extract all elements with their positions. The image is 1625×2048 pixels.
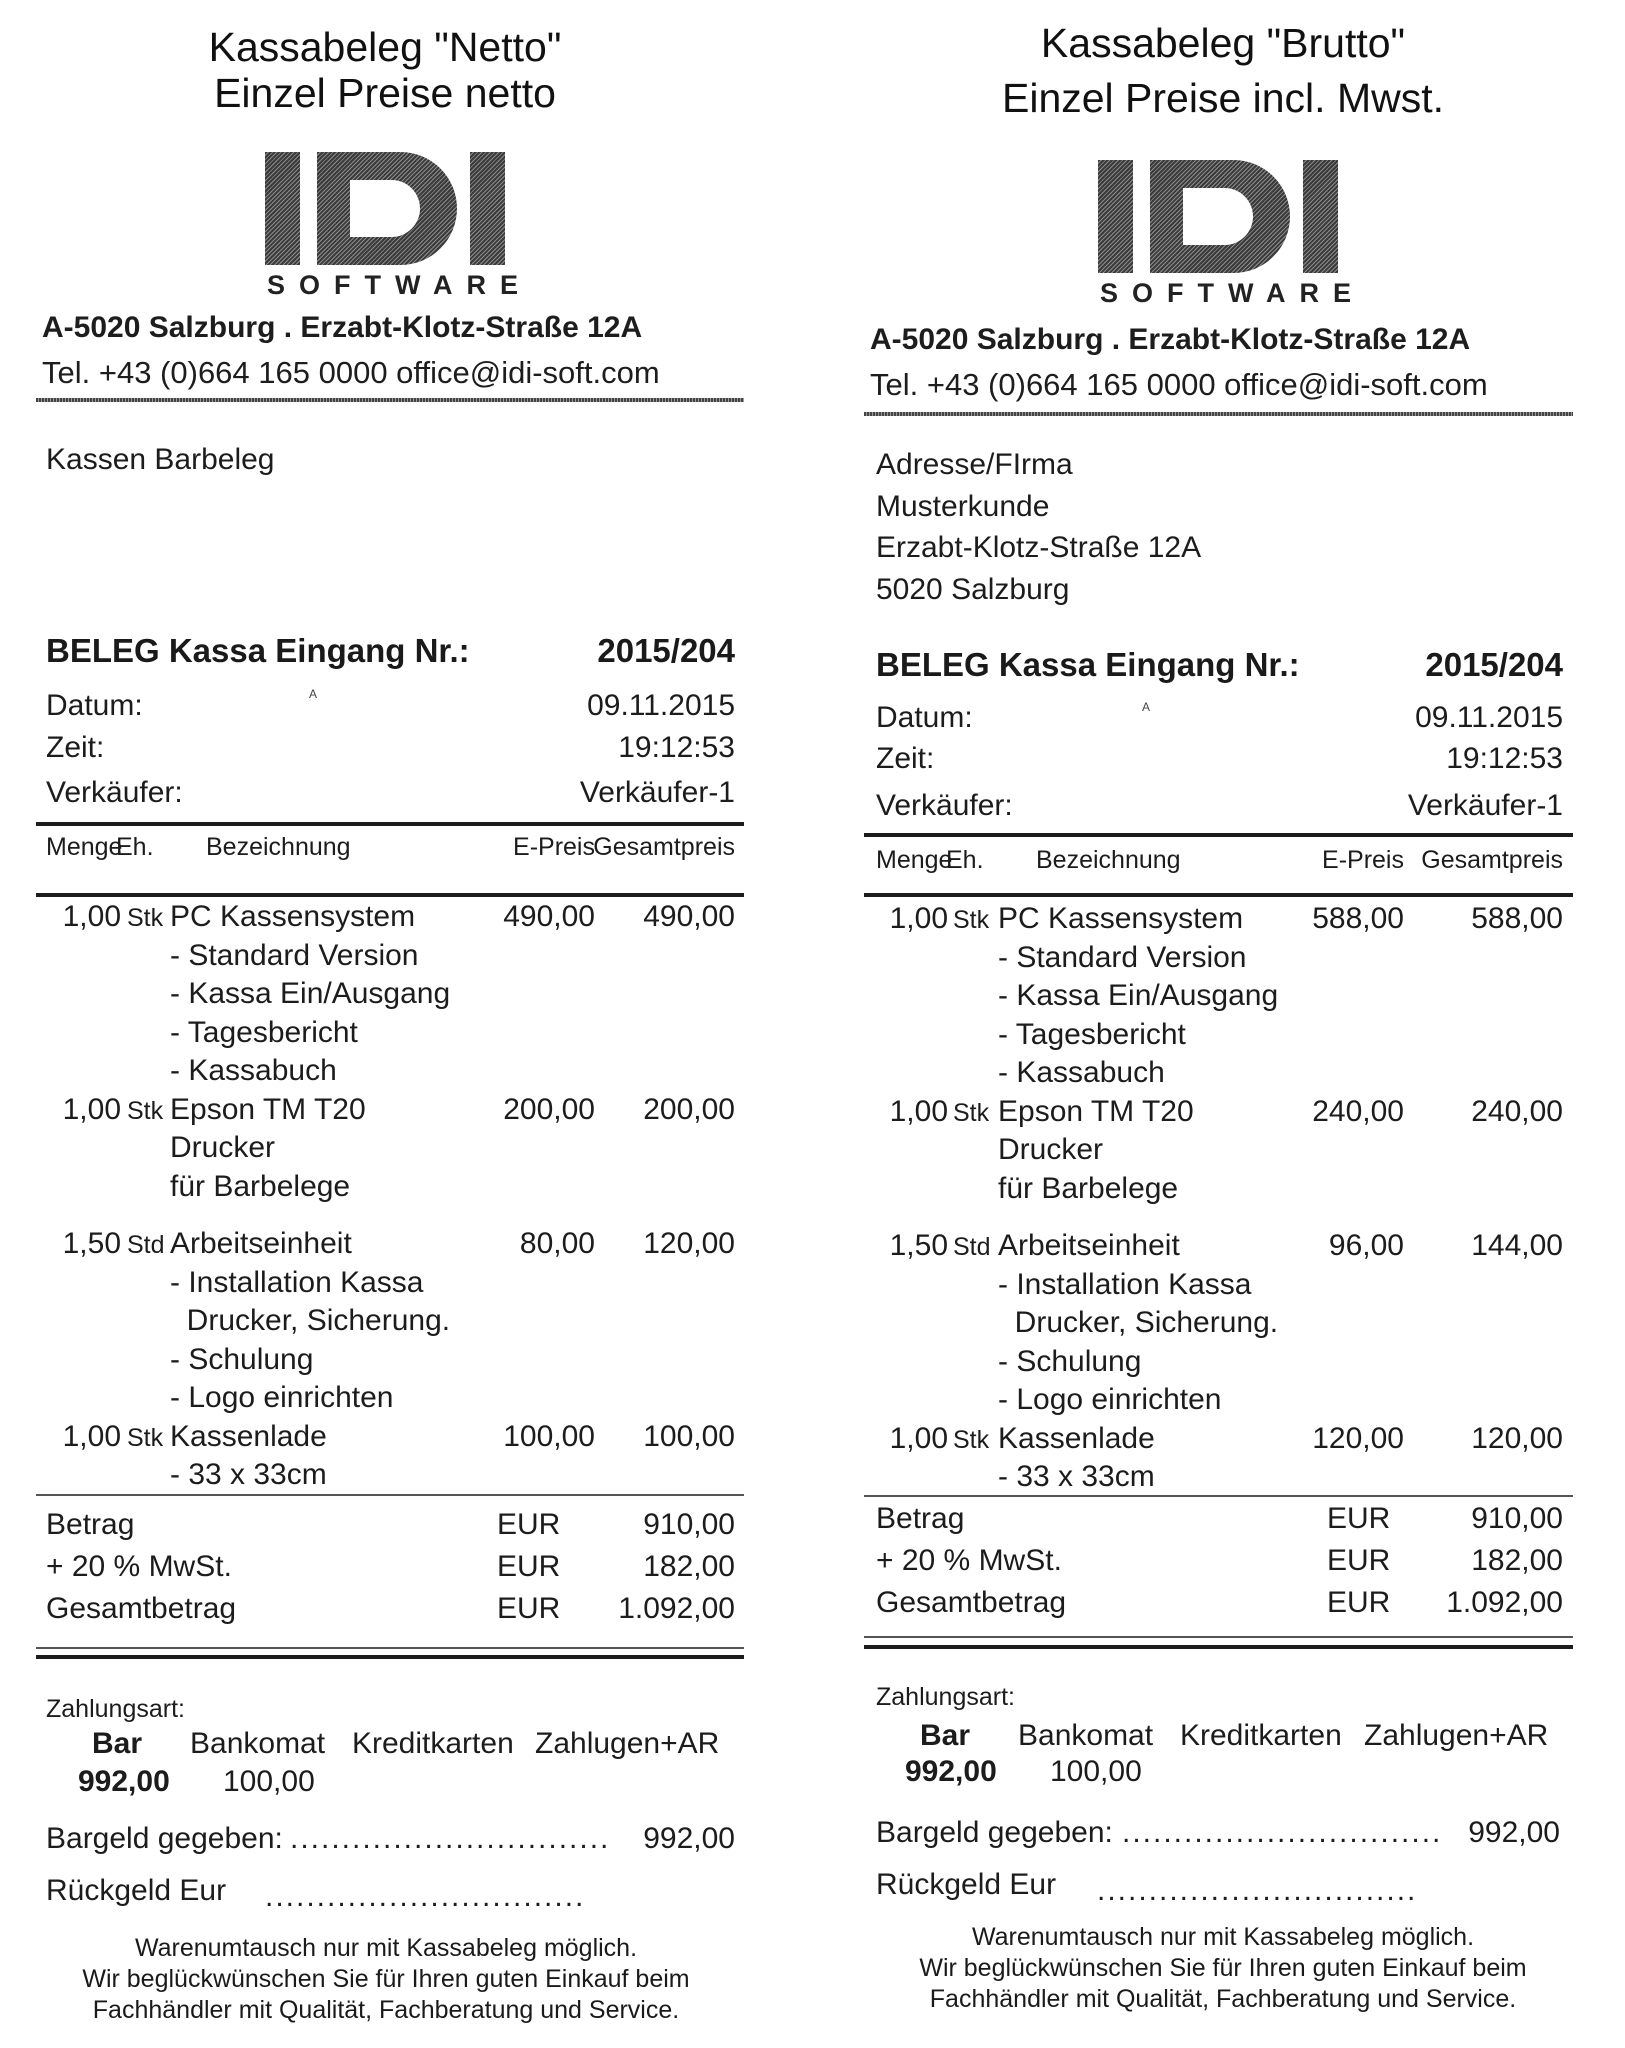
receipt-number: 2015/204 bbox=[1425, 646, 1563, 683]
items-header-divider bbox=[36, 893, 744, 897]
payment-method-bar: Bar bbox=[92, 1727, 143, 1760]
item-detail: Drucker, Sicherung. bbox=[998, 1306, 1279, 1339]
item-detail: - Tagesbericht bbox=[170, 1015, 358, 1049]
item-unit: Stk bbox=[953, 906, 990, 934]
receipt-subtitle: Einzel Preise incl. Mwst. bbox=[1001, 75, 1444, 121]
item-quantity: 1,00 bbox=[889, 902, 948, 935]
time-value: 19:12:53 bbox=[1446, 742, 1563, 775]
date-label: Datum: bbox=[876, 701, 973, 734]
receipt-subtitle: Einzel Preise netto bbox=[214, 70, 556, 116]
item-detail: - Installation Kassa bbox=[170, 1265, 424, 1299]
item-detail: - Tagesbericht bbox=[998, 1017, 1186, 1051]
item-name: Kassenlade bbox=[170, 1419, 327, 1453]
total-value: 182,00 bbox=[1471, 1544, 1563, 1577]
item-total-price: 240,00 bbox=[1471, 1094, 1563, 1128]
payment-amount: 100,00 bbox=[223, 1765, 315, 1798]
items-header-divider bbox=[864, 893, 1573, 897]
totals-double-line-bottom bbox=[36, 1655, 744, 1659]
header-divider bbox=[864, 412, 1573, 416]
item-quantity: 1,00 bbox=[889, 1421, 948, 1455]
column-header-gesamtpreis: Gesamtpreis bbox=[593, 833, 735, 861]
item-detail: - Installation Kassa bbox=[998, 1267, 1252, 1301]
logo-letter-i-right bbox=[470, 152, 505, 265]
total-label: Betrag bbox=[876, 1502, 965, 1535]
column-header-epreis: E-Preis bbox=[513, 833, 595, 861]
item-quantity: 1,00 bbox=[62, 900, 121, 933]
total-value: 910,00 bbox=[643, 1508, 735, 1541]
total-label: + 20 % MwSt. bbox=[46, 1550, 232, 1583]
company-contact: Tel. +43 (0)664 165 0000 office@idi-soft.com bbox=[870, 367, 1488, 402]
payment-method-zahlugen-ar: Zahlugen+AR bbox=[535, 1727, 720, 1760]
item-name: Arbeitseinheit bbox=[998, 1229, 1180, 1262]
item-quantity: 1,50 bbox=[62, 1227, 121, 1260]
item-name: Epson TM T20 bbox=[170, 1092, 366, 1126]
item-total-price: 588,00 bbox=[1471, 902, 1563, 935]
total-label: + 20 % MwSt. bbox=[876, 1544, 1062, 1577]
cash-given-label: Bargeld gegeben: bbox=[876, 1816, 1113, 1849]
total-label: Betrag bbox=[46, 1508, 135, 1541]
item-total-price: 490,00 bbox=[643, 900, 735, 933]
total-currency: EUR bbox=[1327, 1586, 1391, 1619]
logo-letter-i-right bbox=[1303, 160, 1338, 273]
item-detail: - 33 x 33cm bbox=[998, 1460, 1155, 1493]
payment-type-label: Zahlungsart: bbox=[46, 1695, 185, 1723]
payment-method-kreditkarten: Kreditkarten bbox=[1180, 1719, 1342, 1752]
item-name: Arbeitseinheit bbox=[170, 1227, 352, 1260]
date-label: Datum: bbox=[46, 689, 143, 722]
footer-line: Wir beglückwünschen Sie für Ihren guten Einkauf beim bbox=[919, 1954, 1527, 1982]
total-currency: EUR bbox=[1327, 1544, 1391, 1577]
item-detail: - Kassa Ein/Ausgang bbox=[170, 977, 451, 1010]
seller-label: Verkäufer: bbox=[876, 789, 1013, 822]
footer-line: Fachhändler mit Qualität, Fachberatung und Service. bbox=[92, 1996, 680, 2024]
receipt-brutto bbox=[812, 0, 1625, 2048]
total-label: Gesamtbetrag bbox=[46, 1592, 237, 1625]
payment-method-bar: Bar bbox=[920, 1719, 971, 1752]
payment-type-label: Zahlungsart: bbox=[876, 1683, 1015, 1711]
item-detail: - Schulung bbox=[998, 1344, 1142, 1378]
column-header-gesamtpreis: Gesamtpreis bbox=[1421, 846, 1563, 874]
item-unit-price: 588,00 bbox=[1312, 902, 1404, 935]
item-unit: Stk bbox=[953, 1098, 990, 1127]
seller-label: Verkäufer: bbox=[46, 776, 183, 809]
customer-line: Musterkunde bbox=[876, 489, 1050, 523]
column-header-bezeichnung: Bezeichnung bbox=[1036, 846, 1181, 874]
date-value: 09.11.2015 bbox=[587, 689, 735, 722]
item-name: PC Kassensystem bbox=[170, 900, 416, 933]
item-unit: Stk bbox=[127, 904, 164, 932]
column-header-epreis: E-Preis bbox=[1322, 846, 1404, 874]
totals-double-line-top bbox=[864, 1636, 1573, 1638]
logo-software-text: SOFTWARE bbox=[1100, 278, 1365, 308]
item-detail: Drucker bbox=[998, 1133, 1104, 1166]
item-detail: Drucker bbox=[170, 1131, 276, 1164]
item-unit-price: 200,00 bbox=[503, 1092, 595, 1126]
item-quantity: 1,00 bbox=[889, 1094, 948, 1128]
company-address: A-5020 Salzburg . Erzabt-Klotz-Straße 12A bbox=[42, 311, 643, 344]
time-value: 19:12:53 bbox=[618, 731, 735, 764]
cash-given-value: 992,00 bbox=[643, 1822, 735, 1855]
receipt-title: Kassabeleg "Netto" bbox=[208, 24, 562, 70]
customer-line: 5020 Salzburg bbox=[876, 572, 1070, 606]
item-detail: für Barbelege bbox=[170, 1169, 351, 1203]
seller-value: Verkäufer-1 bbox=[1407, 789, 1563, 822]
date-value: 09.11.2015 bbox=[1415, 701, 1563, 734]
payment-amount: 992,00 bbox=[78, 1765, 170, 1798]
column-header-menge: Menge bbox=[46, 833, 123, 861]
company-address: A-5020 Salzburg . Erzabt-Klotz-Straße 12A bbox=[870, 323, 1471, 356]
receipt-number-label: BELEG Kassa Eingang Nr.: bbox=[876, 646, 1300, 683]
customer-line: Kassen Barbeleg bbox=[46, 443, 275, 476]
logo-letter-i-left bbox=[1098, 160, 1133, 273]
stray-mark: A bbox=[1142, 700, 1151, 714]
total-value: 1.092,00 bbox=[1446, 1586, 1563, 1619]
item-name: Epson TM T20 bbox=[998, 1094, 1194, 1128]
item-detail: - Kassa Ein/Ausgang bbox=[998, 979, 1279, 1012]
item-unit-price: 490,00 bbox=[503, 900, 595, 933]
item-total-price: 120,00 bbox=[1471, 1421, 1563, 1455]
footer-line: Wir beglückwünschen Sie für Ihren guten Einkauf beim bbox=[82, 1965, 690, 1993]
item-total-price: 200,00 bbox=[643, 1092, 735, 1126]
logo-software-text: SOFTWARE bbox=[267, 270, 532, 300]
change-label: Rückgeld Eur bbox=[46, 1874, 227, 1907]
payment-method-kreditkarten: Kreditkarten bbox=[352, 1727, 514, 1760]
item-unit-price: 240,00 bbox=[1312, 1094, 1404, 1128]
receipt-number: 2015/204 bbox=[597, 632, 735, 669]
item-unit: Stk bbox=[127, 1423, 164, 1452]
item-detail: - Standard Version bbox=[998, 940, 1247, 974]
items-top-divider bbox=[36, 822, 744, 826]
item-detail: - Logo einrichten bbox=[998, 1383, 1222, 1416]
total-value: 910,00 bbox=[1471, 1502, 1563, 1535]
cash-given-dots: ............................... bbox=[290, 1822, 611, 1855]
total-value: 1.092,00 bbox=[618, 1592, 735, 1625]
total-currency: EUR bbox=[497, 1508, 561, 1541]
item-detail: - Kassabuch bbox=[998, 1056, 1165, 1089]
totals-double-line-bottom bbox=[864, 1645, 1573, 1649]
totals-divider bbox=[36, 1494, 744, 1496]
receipt-netto bbox=[0, 0, 812, 2048]
item-detail: - Logo einrichten bbox=[170, 1381, 394, 1414]
item-unit-price: 96,00 bbox=[1328, 1229, 1404, 1262]
column-header-eh: Eh. bbox=[946, 846, 984, 874]
column-header-eh: Eh. bbox=[116, 833, 154, 861]
logo-letter-d-counter bbox=[1183, 188, 1253, 245]
item-total-price: 144,00 bbox=[1471, 1229, 1563, 1262]
cash-given-value: 992,00 bbox=[1468, 1816, 1560, 1849]
change-dots: ............................... bbox=[1097, 1874, 1418, 1907]
payment-method-bankomat: Bankomat bbox=[1018, 1719, 1154, 1752]
item-name: Kassenlade bbox=[998, 1421, 1155, 1455]
company-contact: Tel. +43 (0)664 165 0000 office@idi-soft.com bbox=[42, 355, 660, 390]
cash-given-dots: ............................... bbox=[1122, 1816, 1443, 1849]
items-top-divider bbox=[864, 833, 1573, 837]
cash-given-label: Bargeld gegeben: bbox=[46, 1822, 283, 1855]
payment-method-zahlugen-ar: Zahlugen+AR bbox=[1364, 1719, 1549, 1752]
receipt-number-label: BELEG Kassa Eingang Nr.: bbox=[46, 632, 470, 669]
time-label: Zeit: bbox=[876, 742, 935, 775]
item-detail: für Barbelege bbox=[998, 1171, 1179, 1205]
customer-line: Erzabt-Klotz-Straße 12A bbox=[876, 531, 1202, 564]
receipt-title: Kassabeleg "Brutto" bbox=[1040, 20, 1406, 66]
item-quantity: 1,00 bbox=[62, 1419, 121, 1453]
item-quantity: 1,50 bbox=[889, 1229, 948, 1262]
item-name: PC Kassensystem bbox=[998, 902, 1244, 935]
logo-letter-i-left bbox=[265, 152, 300, 265]
item-detail: - Kassabuch bbox=[170, 1054, 337, 1087]
payment-amount: 100,00 bbox=[1050, 1755, 1142, 1788]
item-detail: - Schulung bbox=[170, 1342, 314, 1376]
seller-value: Verkäufer-1 bbox=[579, 776, 735, 809]
time-label: Zeit: bbox=[46, 731, 105, 764]
item-unit-price: 120,00 bbox=[1312, 1421, 1404, 1455]
item-detail: - Standard Version bbox=[170, 938, 419, 972]
change-dots: ............................... bbox=[265, 1880, 586, 1913]
header-divider bbox=[36, 398, 744, 402]
column-header-menge: Menge bbox=[876, 846, 953, 874]
footer-line: Warenumtausch nur mit Kassabeleg möglich. bbox=[971, 1923, 1475, 1951]
item-unit: Stk bbox=[953, 1425, 990, 1454]
totals-divider bbox=[864, 1495, 1573, 1497]
total-currency: EUR bbox=[497, 1592, 561, 1625]
stray-mark: A bbox=[309, 687, 318, 701]
column-header-bezeichnung: Bezeichnung bbox=[206, 833, 351, 861]
item-unit-price: 80,00 bbox=[519, 1227, 595, 1260]
item-unit: Stk bbox=[127, 1096, 164, 1125]
payment-amount: 992,00 bbox=[905, 1755, 997, 1788]
totals-double-line-top bbox=[36, 1647, 744, 1649]
item-detail: - 33 x 33cm bbox=[170, 1458, 327, 1491]
change-label: Rückgeld Eur bbox=[876, 1868, 1057, 1901]
logo-letter-d-counter bbox=[350, 180, 420, 237]
total-currency: EUR bbox=[497, 1550, 561, 1583]
item-total-price: 120,00 bbox=[643, 1227, 735, 1260]
item-detail: Drucker, Sicherung. bbox=[170, 1304, 451, 1337]
item-quantity: 1,00 bbox=[62, 1092, 121, 1126]
total-label: Gesamtbetrag bbox=[876, 1586, 1067, 1619]
item-unit-price: 100,00 bbox=[503, 1419, 595, 1453]
footer-line: Warenumtausch nur mit Kassabeleg möglich. bbox=[134, 1934, 638, 1962]
total-currency: EUR bbox=[1327, 1502, 1391, 1535]
item-total-price: 100,00 bbox=[643, 1419, 735, 1453]
total-value: 182,00 bbox=[643, 1550, 735, 1583]
footer-line: Fachhändler mit Qualität, Fachberatung und Service. bbox=[929, 1985, 1517, 2013]
customer-line: Adresse/FIrma bbox=[876, 448, 1073, 481]
item-unit: Std bbox=[127, 1231, 165, 1259]
payment-method-bankomat: Bankomat bbox=[190, 1727, 326, 1760]
item-unit: Std bbox=[953, 1233, 991, 1261]
